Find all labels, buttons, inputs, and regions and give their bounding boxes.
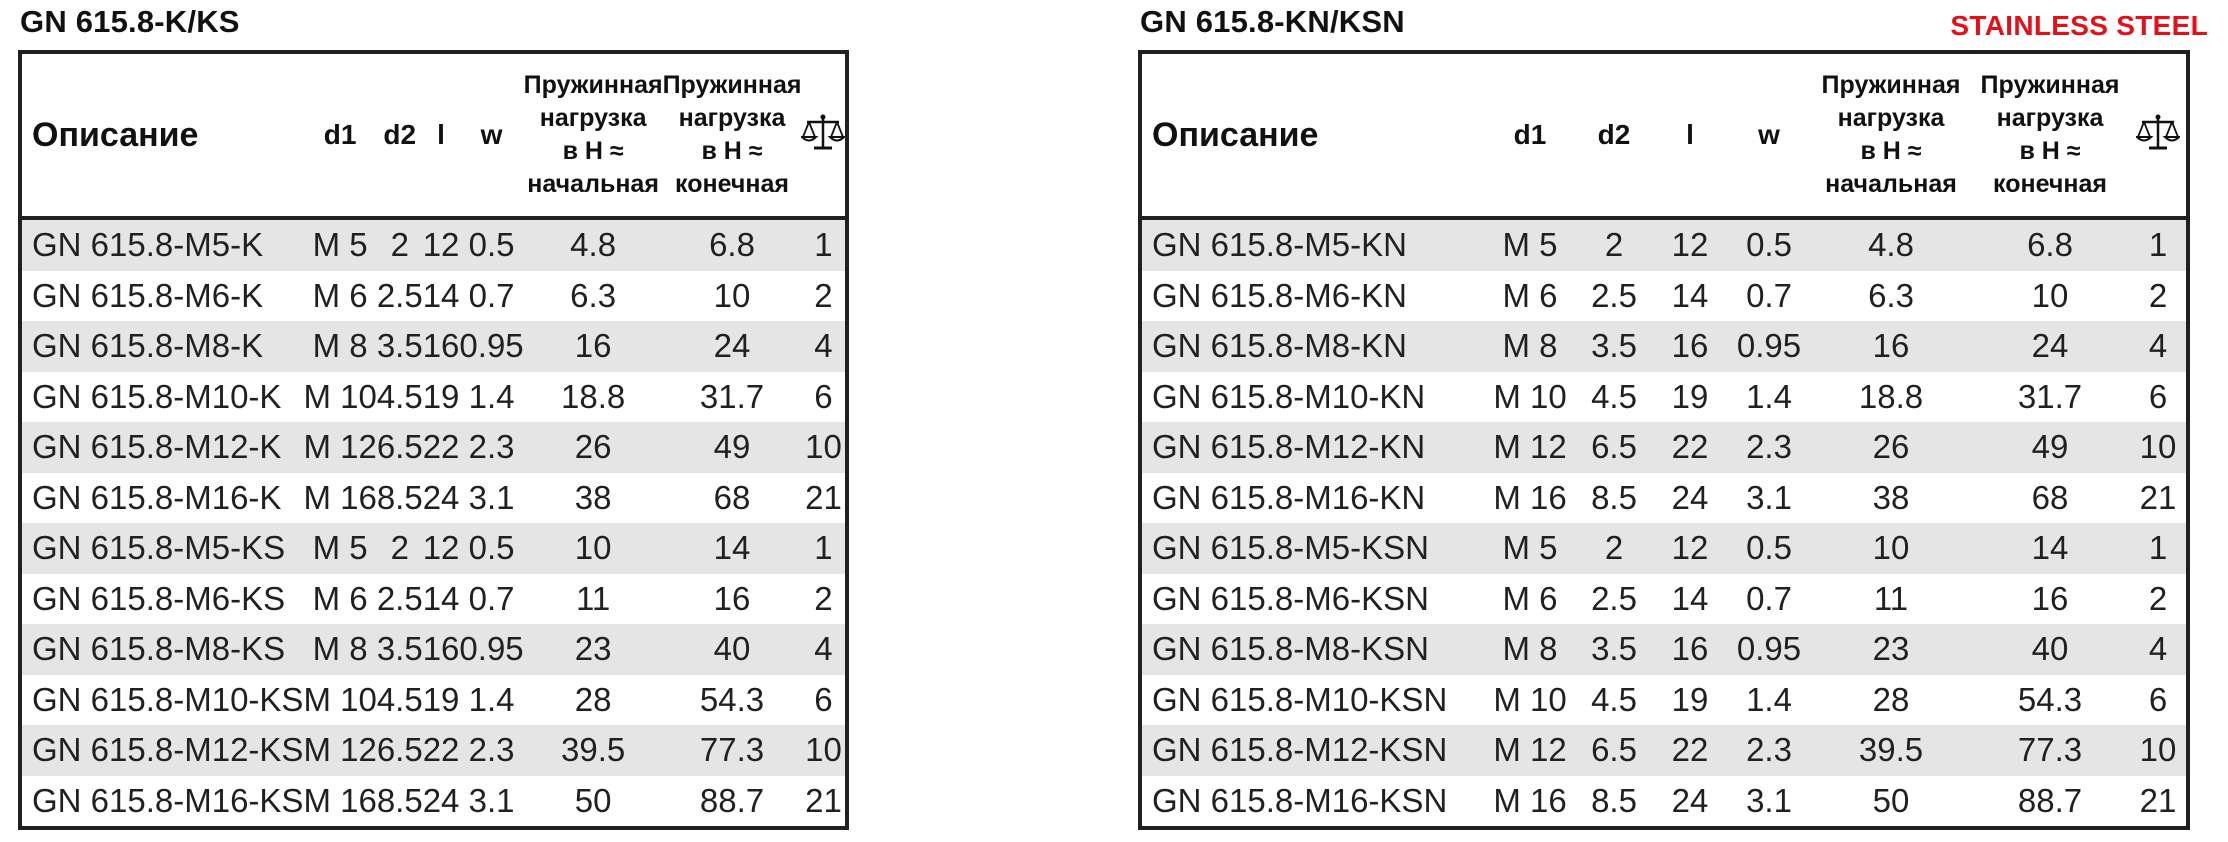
cell-d1: M 6 (303, 574, 376, 625)
table-row (1140, 218, 2188, 271)
cell-description: GN 615.8-M12-KS (20, 725, 303, 776)
cell-d2: 2 (377, 218, 423, 271)
cell-weight: 4 (801, 624, 847, 675)
header-load-initial-line: в Н ≈ (1860, 137, 1922, 165)
cell-d1: M 12 (303, 725, 376, 776)
cell-d1: M 12 (1486, 725, 1574, 776)
cell-d2: 3.5 (1574, 624, 1654, 675)
header-w: w (1726, 52, 1812, 218)
cell-load-initial: 23 (524, 624, 663, 675)
header-load-initial-line: нагрузка (539, 104, 647, 132)
cell-l: 24 (423, 473, 460, 524)
table-row (20, 725, 847, 776)
header-d1 (303, 52, 376, 218)
header-load-final (1970, 52, 2130, 218)
cell-l: 16 (1654, 321, 1726, 372)
cell-load-final: 6.8 (1970, 218, 2130, 271)
cell-w: 2.3 (459, 725, 523, 776)
table-row (20, 523, 847, 574)
cell-description: GN 615.8-M5-KS (20, 523, 303, 574)
cell-l: 22 (1654, 725, 1726, 776)
cell-weight: 6 (801, 372, 847, 423)
header-load-final-line: конечная (675, 170, 789, 198)
cell-d2: 2 (1574, 218, 1654, 271)
cell-d2: 4.5 (1574, 372, 1654, 423)
header-d2 (377, 52, 423, 218)
cell-w: 0.7 (459, 271, 523, 322)
header-d2 (1574, 52, 1654, 218)
cell-weight: 4 (801, 321, 847, 372)
cell-load-final: 24 (663, 321, 802, 372)
header-row (20, 52, 847, 218)
cell-d1: M 16 (1486, 473, 1574, 524)
cell-weight: 1 (2130, 523, 2188, 574)
cell-l: 19 (1654, 675, 1726, 726)
cell-load-final: 14 (663, 523, 802, 574)
cell-weight: 21 (801, 776, 847, 829)
cell-weight: 21 (2130, 473, 2188, 524)
cell-load-initial: 18.8 (524, 372, 663, 423)
cell-l: 22 (1654, 422, 1726, 473)
cell-description: GN 615.8-M16-KN (1140, 473, 1486, 524)
table-title: GN 615.8-KN/KSN (1140, 4, 1405, 39)
cell-description: GN 615.8-M8-KN (1140, 321, 1486, 372)
cell-weight: 6 (2130, 675, 2188, 726)
cell-weight: 2 (801, 271, 847, 322)
cell-l: 12 (1654, 523, 1726, 574)
cell-d1: M 10 (303, 675, 376, 726)
cell-load-final: 54.3 (1970, 675, 2130, 726)
scale-icon (2136, 111, 2180, 155)
cell-load-final: 31.7 (663, 372, 802, 423)
cell-l: 16 (423, 321, 460, 372)
cell-l: 19 (423, 372, 460, 423)
table-row (1140, 624, 2188, 675)
cell-weight: 2 (2130, 574, 2188, 625)
cell-load-initial: 50 (1812, 776, 1970, 829)
cell-w: 1.4 (1726, 675, 1812, 726)
cell-load-final: 77.3 (663, 725, 802, 776)
cell-load-final: 88.7 (1970, 776, 2130, 829)
cell-l: 12 (423, 523, 460, 574)
cell-load-final: 54.3 (663, 675, 802, 726)
table-row (1140, 271, 2188, 322)
cell-load-final: 31.7 (1970, 372, 2130, 423)
cell-w: 0.95 (1726, 624, 1812, 675)
cell-d1: M 12 (303, 422, 376, 473)
cell-d2: 2 (1574, 523, 1654, 574)
cell-w: 1.4 (459, 675, 523, 726)
header-l: l (1654, 52, 1726, 218)
cell-d2: 8.5 (1574, 776, 1654, 829)
cell-d2: 6.5 (377, 422, 423, 473)
cell-description: GN 615.8-M6-KSN (1140, 574, 1486, 625)
cell-d1: M 8 (1486, 624, 1574, 675)
cell-load-initial: 10 (1812, 523, 1970, 574)
header-load-final-line: нагрузка (1996, 104, 2104, 132)
cell-load-final: 14 (1970, 523, 2130, 574)
cell-weight: 4 (2130, 321, 2188, 372)
header-w: w (459, 52, 523, 218)
cell-load-final: 10 (1970, 271, 2130, 322)
cell-d2: 2.5 (1574, 271, 1654, 322)
cell-w: 0.95 (459, 321, 523, 372)
cell-description: GN 615.8-M8-K (20, 321, 303, 372)
cell-d1: M 16 (1486, 776, 1574, 829)
cell-w: 3.1 (1726, 473, 1812, 524)
cell-w: 2.3 (459, 422, 523, 473)
cell-load-initial: 16 (1812, 321, 1970, 372)
header-load-final-line: конечная (1993, 170, 2107, 198)
table-body (20, 218, 847, 828)
cell-d2: 8.5 (1574, 473, 1654, 524)
cell-load-initial: 26 (524, 422, 663, 473)
cell-load-initial: 28 (524, 675, 663, 726)
header-load-initial-line: в Н ≈ (562, 137, 624, 165)
cell-load-initial: 38 (524, 473, 663, 524)
cell-d1: M 10 (1486, 372, 1574, 423)
cell-load-final: 77.3 (1970, 725, 2130, 776)
table-row (1140, 321, 2188, 372)
cell-w: 0.5 (1726, 523, 1812, 574)
header-d2-label: d2 (383, 119, 417, 150)
cell-w: 3.1 (459, 776, 523, 829)
cell-d1: M 10 (1486, 675, 1574, 726)
cell-d1: M 6 (303, 271, 376, 322)
cell-load-initial: 4.8 (524, 218, 663, 271)
cell-description: GN 615.8-M10-KN (1140, 372, 1486, 423)
header-load-initial-line: Пружинная (523, 71, 663, 99)
cell-description: GN 615.8-M5-KN (1140, 218, 1486, 271)
cell-load-initial: 39.5 (524, 725, 663, 776)
cell-load-final: 49 (1970, 422, 2130, 473)
cell-w: 2.3 (1726, 725, 1812, 776)
cell-d2: 4.5 (377, 372, 423, 423)
cell-load-initial: 18.8 (1812, 372, 1970, 423)
cell-l: 12 (423, 218, 460, 271)
header-load-final-line: в Н ≈ (2019, 137, 2081, 165)
cell-weight: 6 (801, 675, 847, 726)
cell-description: GN 615.8-M10-K (20, 372, 303, 423)
cell-l: 24 (1654, 473, 1726, 524)
header-description: Описание (20, 52, 303, 218)
cell-load-final: 49 (663, 422, 802, 473)
table-row (20, 321, 847, 372)
cell-d1: M 6 (1486, 271, 1574, 322)
table-row (20, 776, 847, 829)
stainless-steel-badge: STAINLESS STEEL (1950, 10, 2208, 41)
cell-load-initial: 50 (524, 776, 663, 829)
table-row (1140, 725, 2188, 776)
header-weight (801, 52, 847, 218)
cell-description: GN 615.8-M10-KS (20, 675, 303, 726)
cell-load-final: 40 (663, 624, 802, 675)
table-row (20, 675, 847, 726)
header-row (1140, 52, 2188, 218)
cell-d1: M 5 (303, 218, 376, 271)
cell-l: 22 (423, 725, 460, 776)
cell-load-initial: 11 (524, 574, 663, 625)
header-weight (2130, 52, 2188, 218)
cell-d2: 8.5 (377, 776, 423, 829)
cell-w: 3.1 (459, 473, 523, 524)
cell-d2: 2 (377, 523, 423, 574)
header-load-initial-line: начальная (527, 170, 659, 198)
header-l: l (423, 52, 460, 218)
cell-load-final: 16 (663, 574, 802, 625)
cell-weight: 1 (2130, 218, 2188, 271)
header-d1-label: d1 (323, 119, 357, 150)
cell-d2: 3.5 (377, 624, 423, 675)
cell-d1: M 10 (303, 372, 376, 423)
cell-l: 19 (1654, 372, 1726, 423)
cell-d1: M 8 (303, 321, 376, 372)
cell-d2: 2.5 (1574, 574, 1654, 625)
cell-description: GN 615.8-M6-KS (20, 574, 303, 625)
cell-d2: 8.5 (377, 473, 423, 524)
cell-load-initial: 4.8 (1812, 218, 1970, 271)
table-row (1140, 776, 2188, 829)
table-row (20, 372, 847, 423)
cell-d1: M 12 (1486, 422, 1574, 473)
cell-description: GN 615.8-M10-KSN (1140, 675, 1486, 726)
cell-w: 3.1 (1726, 776, 1812, 829)
cell-d2: 6.5 (1574, 725, 1654, 776)
header-d1 (1486, 52, 1574, 218)
spec-table (18, 50, 849, 830)
cell-weight: 10 (801, 725, 847, 776)
header-description: Описание (1140, 52, 1486, 218)
cell-w: 0.95 (459, 624, 523, 675)
table-row (1140, 473, 2188, 524)
cell-description: GN 615.8-M6-K (20, 271, 303, 322)
cell-d1: M 16 (303, 776, 376, 829)
cell-l: 12 (1654, 218, 1726, 271)
cell-l: 14 (1654, 574, 1726, 625)
cell-w: 0.7 (1726, 271, 1812, 322)
cell-description: GN 615.8-M8-KSN (1140, 624, 1486, 675)
cell-d1: M 6 (1486, 574, 1574, 625)
cell-load-final: 10 (663, 271, 802, 322)
cell-weight: 2 (801, 574, 847, 625)
cell-load-initial: 6.3 (524, 271, 663, 322)
table-row (1140, 422, 2188, 473)
cell-description: GN 615.8-M16-KSN (1140, 776, 1486, 829)
cell-d1: M 16 (303, 473, 376, 524)
table-row (1140, 675, 2188, 726)
cell-d2: 4.5 (1574, 675, 1654, 726)
cell-w: 1.4 (459, 372, 523, 423)
cell-d1: M 5 (1486, 218, 1574, 271)
cell-w: 0.7 (1726, 574, 1812, 625)
cell-weight: 6 (2130, 372, 2188, 423)
table-row (1140, 372, 2188, 423)
header-load-final-line: Пружинная (662, 71, 802, 99)
table-row (1140, 523, 2188, 574)
cell-l: 16 (423, 624, 460, 675)
table-row (20, 624, 847, 675)
cell-weight: 10 (801, 422, 847, 473)
header-d2-label: d2 (1597, 119, 1631, 150)
cell-d1: M 8 (1486, 321, 1574, 372)
table-title: GN 615.8-K/KS (20, 4, 240, 39)
cell-description: GN 615.8-M8-KS (20, 624, 303, 675)
cell-description: GN 615.8-M16-K (20, 473, 303, 524)
header-load-initial-line: Пружинная (1821, 71, 1961, 99)
cell-description: GN 615.8-M12-KN (1140, 422, 1486, 473)
table-row (20, 574, 847, 625)
header-load-final-line: нагрузка (678, 104, 786, 132)
header-d1-label: d1 (1513, 119, 1547, 150)
cell-load-initial: 10 (524, 523, 663, 574)
cell-weight: 4 (2130, 624, 2188, 675)
cell-d1: M 5 (303, 523, 376, 574)
cell-d2: 6.5 (1574, 422, 1654, 473)
scale-icon (801, 111, 845, 155)
cell-d1: M 5 (1486, 523, 1574, 574)
cell-l: 14 (1654, 271, 1726, 322)
cell-load-final: 68 (1970, 473, 2130, 524)
header-load-initial-line: нагрузка (1837, 104, 1945, 132)
cell-w: 0.5 (459, 218, 523, 271)
cell-d2: 2.5 (377, 271, 423, 322)
cell-description: GN 615.8-M6-KN (1140, 271, 1486, 322)
cell-load-final: 16 (1970, 574, 2130, 625)
cell-load-initial: 23 (1812, 624, 1970, 675)
cell-l: 16 (1654, 624, 1726, 675)
cell-weight: 10 (2130, 422, 2188, 473)
cell-w: 1.4 (1726, 372, 1812, 423)
header-load-final-line: Пружинная (1980, 71, 2120, 99)
cell-l: 24 (1654, 776, 1726, 829)
cell-load-initial: 6.3 (1812, 271, 1970, 322)
header-load-final (663, 52, 802, 218)
cell-weight: 21 (801, 473, 847, 524)
cell-load-final: 88.7 (663, 776, 802, 829)
cell-load-final: 6.8 (663, 218, 802, 271)
cell-load-initial: 39.5 (1812, 725, 1970, 776)
cell-l: 14 (423, 271, 460, 322)
cell-load-initial: 28 (1812, 675, 1970, 726)
cell-load-final: 68 (663, 473, 802, 524)
cell-weight: 2 (2130, 271, 2188, 322)
cell-load-initial: 16 (524, 321, 663, 372)
cell-d1: M 8 (303, 624, 376, 675)
cell-weight: 1 (801, 218, 847, 271)
cell-w: 2.3 (1726, 422, 1812, 473)
cell-w: 0.5 (459, 523, 523, 574)
cell-description: GN 615.8-M5-K (20, 218, 303, 271)
table-row (20, 218, 847, 271)
cell-d2: 2.5 (377, 574, 423, 625)
cell-d2: 3.5 (1574, 321, 1654, 372)
table-row (20, 422, 847, 473)
cell-description: GN 615.8-M5-KSN (1140, 523, 1486, 574)
header-load-initial (524, 52, 663, 218)
cell-w: 0.95 (1726, 321, 1812, 372)
cell-load-final: 24 (1970, 321, 2130, 372)
cell-load-initial: 38 (1812, 473, 1970, 524)
header-load-initial-line: начальная (1825, 170, 1957, 198)
table-body (1140, 218, 2188, 828)
table-row (20, 473, 847, 524)
table-row (20, 271, 847, 322)
spec-table (1138, 50, 2190, 830)
cell-w: 0.7 (459, 574, 523, 625)
cell-l: 22 (423, 422, 460, 473)
cell-d2: 4.5 (377, 675, 423, 726)
table-row (1140, 574, 2188, 625)
cell-weight: 1 (801, 523, 847, 574)
cell-l: 24 (423, 776, 460, 829)
cell-d2: 6.5 (377, 725, 423, 776)
header-load-initial (1812, 52, 1970, 218)
cell-load-final: 40 (1970, 624, 2130, 675)
cell-l: 19 (423, 675, 460, 726)
cell-description: GN 615.8-M12-KSN (1140, 725, 1486, 776)
cell-w: 0.5 (1726, 218, 1812, 271)
cell-load-initial: 26 (1812, 422, 1970, 473)
cell-weight: 10 (2130, 725, 2188, 776)
cell-description: GN 615.8-M16-KS (20, 776, 303, 829)
cell-d2: 3.5 (377, 321, 423, 372)
cell-load-initial: 11 (1812, 574, 1970, 625)
cell-description: GN 615.8-M12-K (20, 422, 303, 473)
header-load-final-line: в Н ≈ (701, 137, 763, 165)
cell-weight: 21 (2130, 776, 2188, 829)
cell-l: 14 (423, 574, 460, 625)
